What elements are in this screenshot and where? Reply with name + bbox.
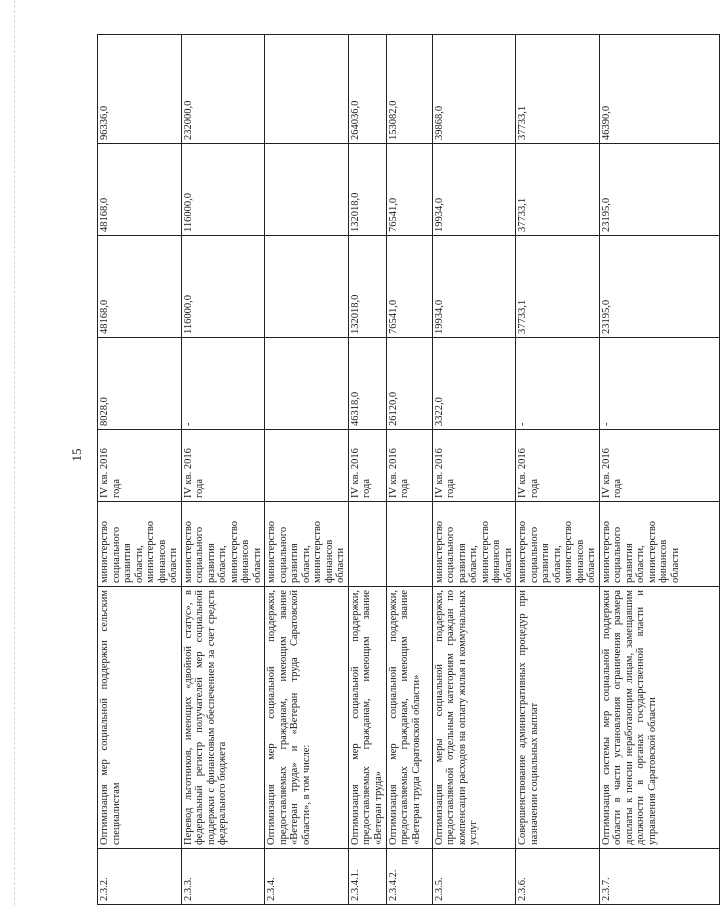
cell-measure-description: Совершенствование административных процедур при назначении социальных выплат [516,587,600,849]
table-row [181,35,265,905]
cell-measure-description: Оптимизация мер социальной поддержки, предоставляемых гражданам, имеющим звание «Ветеран труда Саратовской области» [386,587,432,849]
cell-term: IV кв. 2016 года [432,430,516,502]
page-edge-mark [14,0,15,905]
cell-value-3: 23195,0 [599,144,719,236]
cell-value-3 [265,144,349,236]
cell-item-number: 2.3.4.1. [348,849,386,905]
cell-term: IV кв. 2016 года [599,430,719,502]
cell-executor: министерство социального развития области, министерство финансов области [98,502,182,587]
cell-item-number: 2.3.4. [265,849,349,905]
cell-value-2: 132018,0 [348,236,386,338]
cell-value-1: 26120,0 [386,338,432,430]
cell-value-3: 132018,0 [348,144,386,236]
cell-value-4: 232000,0 [181,35,265,144]
cell-item-number: 2.3.4.2. [386,849,432,905]
page-number: 15 [69,448,84,462]
cell-measure-description: Оптимизация мер социальной поддержки, предоставляемых гражданам, имеющим звание «Ветеран труда» [348,587,386,849]
cell-measure-description: Оптимизация мер социальной поддержки сельским специалистам [98,587,182,849]
cell-value-4: 39868,0 [432,35,516,144]
cell-item-number: 2.3.2. [98,849,182,905]
cell-measure-description: Оптимизация меры социальной поддержки, предоставляемой отдельным категориям граждан по компенсации расходов на оплату жилья и коммунальных услуг [432,587,516,849]
cell-value-4: 37733,1 [516,35,600,144]
cell-measure-description: Оптимизация мер социальной поддержки, предоставляемых гражданам, имеющим звание «Ветеран труда» и «Ветеран труда Саратовской области», в том числе: [265,587,349,849]
cell-item-number: 2.3.7. [599,849,719,905]
table-row [599,35,719,905]
cell-value-4: 264036,0 [348,35,386,144]
cell-executor [348,502,386,587]
table-row [386,35,432,905]
cell-value-3: 37733,1 [516,144,600,236]
cell-item-number: 2.3.5. [432,849,516,905]
cell-value-1: 8028,0 [98,338,182,430]
cell-executor: министерство социального развития области, министерство финансов области [599,502,719,587]
cell-value-4: 153082,0 [386,35,432,144]
table-wrapper [97,35,681,905]
table-row [432,35,516,905]
cell-value-2: 116000,0 [181,236,265,338]
cell-value-1: - [599,338,719,430]
cell-term: IV кв. 2016 года [386,430,432,502]
cell-value-3: 19934,0 [432,144,516,236]
cell-value-4 [265,35,349,144]
cell-term: IV кв. 2016 года [516,430,600,502]
cell-executor: министерство социального развития области, министерство финансов области [181,502,265,587]
cell-value-2: 48168,0 [98,236,182,338]
cell-term: IV кв. 2016 года [348,430,386,502]
cell-value-1: 3322,0 [432,338,516,430]
cell-measure-description: Оптимизация системы мер социальной поддержки области в части установления ограничения размера доплаты к пенсии неработающим лицам, замещавшим должности в органах государственной власти и управления Саратовской области [599,587,719,849]
cell-executor: министерство социального развития области, министерство финансов области [516,502,600,587]
table-row [348,35,386,905]
cell-value-2: 37733,1 [516,236,600,338]
cell-value-3: 76541,0 [386,144,432,236]
cell-value-3: 48168,0 [98,144,182,236]
cell-value-2: 19934,0 [432,236,516,338]
cell-value-1 [265,338,349,430]
cell-executor: министерство социального развития области, министерство финансов области [432,502,516,587]
cell-value-3: 116000,0 [181,144,265,236]
table-row [516,35,600,905]
cell-term: IV кв. 2016 года [181,430,265,502]
cell-value-2 [265,236,349,338]
cell-value-2: 76541,0 [386,236,432,338]
cell-measure-description: Перевод льготников, имеющих «двойной статус», в федеральный регистр получателей мер социальной поддержки с финансовым обеспечением за счет средств федерального бюджета [181,587,265,849]
cell-value-2: 23195,0 [599,236,719,338]
cell-executor: министерство социального развития области, министерство финансов области [265,502,349,587]
table-row [265,35,349,905]
cell-term: IV кв. 2016 года [98,430,182,502]
cell-executor [386,502,432,587]
cell-value-1: 46318,0 [348,338,386,430]
cell-item-number: 2.3.3. [181,849,265,905]
measures-table [97,34,720,905]
cell-value-1: - [181,338,265,430]
cell-value-4: 96336,0 [98,35,182,144]
cell-value-4: 46390,0 [599,35,719,144]
table-row [98,35,182,905]
cell-term [265,430,349,502]
cell-item-number: 2.3.6. [516,849,600,905]
cell-value-1: - [516,338,600,430]
rotated-page [97,0,681,905]
